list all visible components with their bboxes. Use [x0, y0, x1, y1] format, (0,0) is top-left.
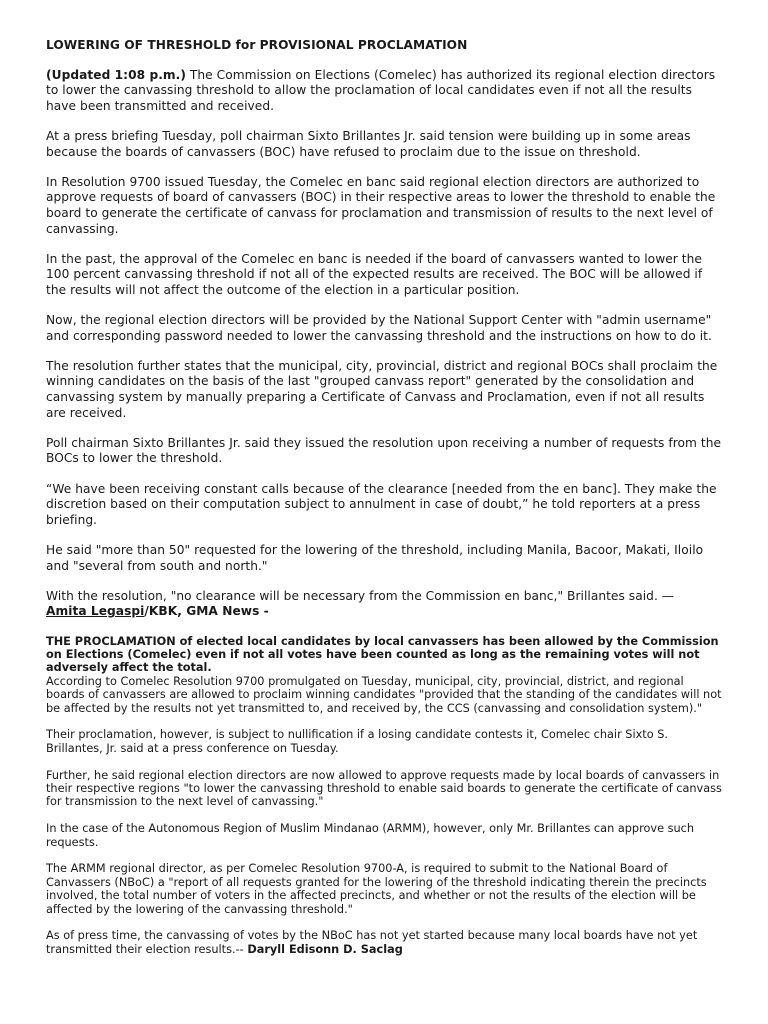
document-title: LOWERING OF THRESHOLD for PROVISIONAL PROCLAMATION [46, 38, 468, 52]
paragraph: “We have been receiving constant calls because of the clearance [needed from the en banc]. They make the discretion based on their computation subject to annulment in case of doubt,” he told reporters at a press briefing. [46, 481, 717, 527]
paragraph-text: The Commission on Elections (Comelec) has authorized its regional election directors to lower the canvassing threshold to allow the proclamation of local candidates even if not all the results have been transmitted and received. [46, 67, 716, 113]
article-section-1 [46, 38, 722, 620]
paragraph: In Resolution 9700 issued Tuesday, the Comelec en banc said regional election directors are authorized to approve requests of board of canvassers (BOC) in their respective areas to lower the threshold to enable the board to generate the certificate of canvass for proclamation and transmission of results to the next level of canvassing. [46, 174, 716, 236]
paragraph: According to Comelec Resolution 9700 promulgated on Tuesday, municipal, city, provincial, district, and regional boards of canvassers are allowed to proclaim winning candidates "provided that the standing of the candidates will not be affected by the results not yet transmitted to, and received by, the CCS (canvassing and consolidation system)." [46, 674, 722, 715]
paragraph-text: As of press time, the canvassing of votes by the NBoC has not yet started because many local boards have not yet transmitted their election results.-- [46, 929, 698, 956]
update-tag: (Updated 1:08 p.m.) [46, 67, 186, 82]
author-signature: Daryll Edisonn D. Saclag [247, 942, 403, 956]
paragraph: Further, he said regional election directors are now allowed to approve requests made by local boards of canvassers in their respective regions "to lower the canvassing threshold to enable said boards to generate the certificate of canvass for transmission to the next level of canvassing." [46, 768, 722, 809]
paragraph: Poll chairman Sixto Brillantes Jr. said they issued the resolution upon receiving a number of requests from the BOCs to lower the threshold. [46, 435, 722, 466]
byline-paragraph [46, 589, 722, 620]
article-section-2 [46, 635, 722, 957]
paragraph-text: With the resolution, "no clearance will be necessary from the Commission en banc," Brillantes said. — [46, 588, 675, 603]
paragraph: The resolution further states that the municipal, city, provincial, district and regional BOCs shall proclaim the winning candidates on the basis of the last "grouped canvass report" generated by the consolidation and canvassing system by manually preparing a Certificate of Canvass and Proclamation, even if not all results are received. [46, 358, 718, 420]
paragraph: In the case of the Autonomous Region of Muslim Mindanao (ARMM), however, only Mr. Brillantes can approve such requests. [46, 822, 695, 849]
source-credit: /KBK, GMA News - [144, 604, 269, 619]
author-link[interactable]: Amita Legaspi [46, 604, 145, 619]
paragraph: The ARMM regional director, as per Comelec Resolution 9700-A, is required to submit to the National Board of Canvassers (NBoC) a "report of all requests granted for the lowering of the threshold indicating therein the precincts involved, the total number of voters in the affected precincts, and whether or not the results of the election will be affected by the lowering of the canvassing threshold." [46, 862, 707, 916]
paragraph: Their proclamation, however, is subject to nullification if a losing candidate contests it, Comelec chair Sixto S. Brillantes, Jr. said at a press conference on Tuesday. [46, 728, 668, 755]
paragraph: He said "more than 50" requested for the lowering of the threshold, including Manila, Bacoor, Makati, Iloilo and "several from south and north." [46, 543, 704, 573]
paragraph: In the past, the approval of the Comelec en banc is needed if the board of canvassers wanted to lower the 100 percent canvassing threshold if not all of the expected results are received. The BOC will be allowed if the results will not affect the outcome of the election in a particular position. [46, 251, 703, 297]
closing-paragraph [46, 929, 722, 956]
paragraph: At a press briefing Tuesday, poll chairman Sixto Brillantes Jr. said tension were building up in some areas because the boards of canvassers (BOC) have refused to proclaim due to the issue on threshold. [46, 128, 691, 159]
article-headline: THE PROCLAMATION of elected local candidates by local canvassers has been allowed by the Commission on Elections (Comelec) even if not all votes have been counted as long as the remaining votes will not adversely affect the total. [46, 634, 719, 675]
paragraph [46, 68, 722, 115]
paragraph: Now, the regional election directors will be provided by the National Support Center with "admin username" and corresponding password needed to lower the canvassing threshold and the instructions on how to do it. [46, 313, 712, 343]
